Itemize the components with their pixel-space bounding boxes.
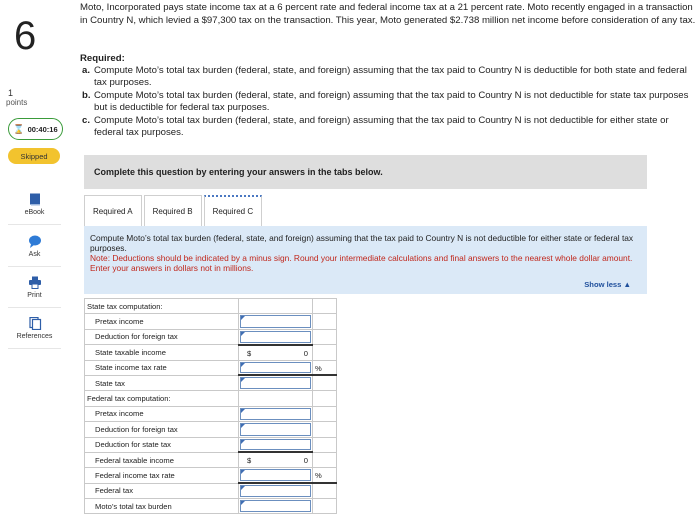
federal-tax-input[interactable]: [240, 485, 311, 497]
row-label: Pretax income: [85, 406, 239, 421]
tab-required-b[interactable]: Required B: [144, 195, 202, 226]
row-unit-cell: [313, 360, 337, 375]
panel-note: Note: Deductions should be indicated by a minus sign. Round your intermediate calculations and final answers to the nearest whole dollar amount. Enter your answers in dollars not in millions.: [90, 253, 633, 273]
state-pretax-income-input[interactable]: [240, 315, 311, 327]
table-row: [85, 391, 337, 406]
ask-label: Ask: [28, 251, 41, 258]
required-item: [82, 90, 698, 115]
percent-sign: %: [315, 363, 322, 373]
row-label: Pretax income: [85, 314, 239, 329]
row-unit-cell: [313, 314, 337, 329]
ask-button[interactable]: [8, 227, 61, 267]
state-pretax-income-cell: [239, 314, 313, 329]
row-unit-cell: [313, 375, 337, 390]
print-button[interactable]: [8, 268, 61, 308]
row-unit-cell: [313, 437, 337, 452]
row-label: Deduction for foreign tax: [85, 422, 239, 437]
panel-instruction: Compute Moto’s total tax burden (federal, state, and foreign) assuming that the tax paid to Country N is not deductible for either state or federal tax purposes.: [90, 233, 634, 253]
tab-required-c[interactable]: Required C: [204, 195, 262, 226]
timer[interactable]: [8, 118, 63, 140]
row-unit-cell: [313, 299, 337, 314]
points-label: points: [6, 98, 28, 107]
federal-state-deduction-input[interactable]: [240, 439, 311, 451]
state-taxable-income-value: 0: [303, 348, 308, 358]
row-value-cell: [239, 299, 313, 314]
question-intro: Moto, Incorporated pays state income tax at a 6 percent rate and federal income tax at a 21 percent rate. Moto recently engaged in a transaction in Country N, which levied a $97,300 tax on the transaction. This year, Moto generated $2.738 million net income before consideration of any tax.: [80, 2, 696, 26]
row-unit-cell: [313, 391, 337, 406]
answer-table: [84, 298, 337, 514]
references-button[interactable]: [8, 309, 61, 349]
federal-foreign-deduction-input[interactable]: [240, 423, 311, 435]
row-label: Federal tax computation:: [85, 391, 239, 406]
federal-pretax-income-cell: [239, 406, 313, 421]
percent-sign: %: [315, 471, 322, 481]
federal-foreign-deduction-cell: [239, 422, 313, 437]
row-value-cell: [239, 391, 313, 406]
required-letter: b.: [82, 89, 91, 101]
required-text: Compute Moto’s total tax burden (federal, state, and foreign) assuming that the tax paid to Country N is not deductible for state tax purposes but is deductible for federal tax purposes.: [94, 89, 689, 114]
print-label: Print: [27, 292, 42, 299]
state-tax-cell: [239, 375, 313, 390]
table-row: [85, 437, 337, 452]
table-row: [85, 360, 337, 375]
state-taxable-income-cell: [239, 345, 313, 360]
answer-tabs: [84, 195, 262, 226]
table-row: [85, 406, 337, 421]
table-row: [85, 452, 337, 467]
state-tax-rate-cell: [239, 360, 313, 375]
row-label: Federal tax: [85, 483, 239, 498]
required-text: Compute Moto’s total tax burden (federal, state, and foreign) assuming that the tax paid to Country N is deductible for both state and federal tax purposes.: [94, 65, 687, 89]
status-badge: Skipped: [8, 148, 60, 164]
state-tax-rate-input[interactable]: [240, 362, 311, 374]
federal-taxable-income-value: 0: [303, 456, 308, 466]
references-label: References: [16, 333, 53, 340]
table-row: [85, 499, 337, 514]
table-row: [85, 483, 337, 498]
ebook-label: eBook: [24, 209, 45, 216]
federal-taxable-income-cell: [239, 452, 313, 467]
book-icon: [28, 193, 42, 206]
federal-state-deduction-cell: [239, 437, 313, 452]
row-label: Moto’s total tax burden: [85, 499, 239, 514]
federal-tax-rate-input[interactable]: [240, 469, 311, 481]
table-row: [85, 314, 337, 329]
row-label: Deduction for foreign tax: [85, 329, 239, 344]
row-label: State tax: [85, 375, 239, 390]
printer-icon: [28, 276, 42, 289]
row-unit-cell: [313, 468, 337, 483]
row-label: Deduction for state tax: [85, 437, 239, 452]
federal-tax-rate-cell: [239, 468, 313, 483]
row-label: State income tax rate: [85, 360, 239, 375]
required-letter: a.: [82, 65, 91, 76]
federal-tax-cell: [239, 483, 313, 498]
table-row: [85, 422, 337, 437]
row-unit-cell: [313, 406, 337, 421]
documents-icon: [28, 317, 42, 330]
required-item: [82, 65, 698, 90]
table-row: [85, 375, 337, 390]
ebook-button[interactable]: [8, 185, 61, 225]
row-label: State tax computation:: [85, 299, 239, 314]
question-number: 6: [14, 14, 37, 58]
tab-required-a[interactable]: Required A: [84, 195, 142, 226]
row-unit-cell: [313, 483, 337, 498]
chat-icon: [28, 235, 42, 248]
dollar-sign: $: [247, 348, 252, 358]
required-text: Compute Moto’s total tax burden (federal, state, and foreign) assuming that the tax paid to Country N is not deductible for either state or federal tax purposes.: [94, 114, 669, 139]
instruction-banner: Complete this question by entering your answers in the tabs below.: [84, 155, 647, 189]
instruction-panel: [84, 226, 647, 294]
row-unit-cell: [313, 329, 337, 344]
hourglass-icon: ⌛: [13, 123, 25, 134]
row-label: Federal taxable income: [85, 452, 239, 467]
required-item: [82, 115, 698, 140]
required-letter: c.: [82, 114, 91, 126]
total-tax-burden-input[interactable]: [240, 500, 311, 512]
row-unit-cell: [313, 345, 337, 360]
dollar-sign: $: [247, 456, 252, 466]
total-tax-burden-cell: [239, 499, 313, 514]
row-label: Federal income tax rate: [85, 468, 239, 483]
table-row: [85, 468, 337, 483]
required-list: [82, 65, 698, 139]
row-unit-cell: [313, 499, 337, 514]
row-unit-cell: [313, 422, 337, 437]
state-foreign-deduction-cell: [239, 329, 313, 344]
federal-pretax-income-input[interactable]: [240, 408, 311, 420]
required-title: Required:: [80, 53, 125, 64]
state-tax-input[interactable]: [240, 377, 311, 389]
row-unit-cell: [313, 452, 337, 467]
show-less-link[interactable]: Show less ▲: [584, 280, 631, 289]
table-row: [85, 299, 337, 314]
table-row: [85, 329, 337, 344]
points-value: 1: [8, 88, 14, 98]
table-row: [85, 345, 337, 360]
timer-value: 00:40:16: [27, 124, 58, 134]
state-foreign-deduction-input[interactable]: [240, 331, 311, 343]
row-label: State taxable income: [85, 345, 239, 360]
